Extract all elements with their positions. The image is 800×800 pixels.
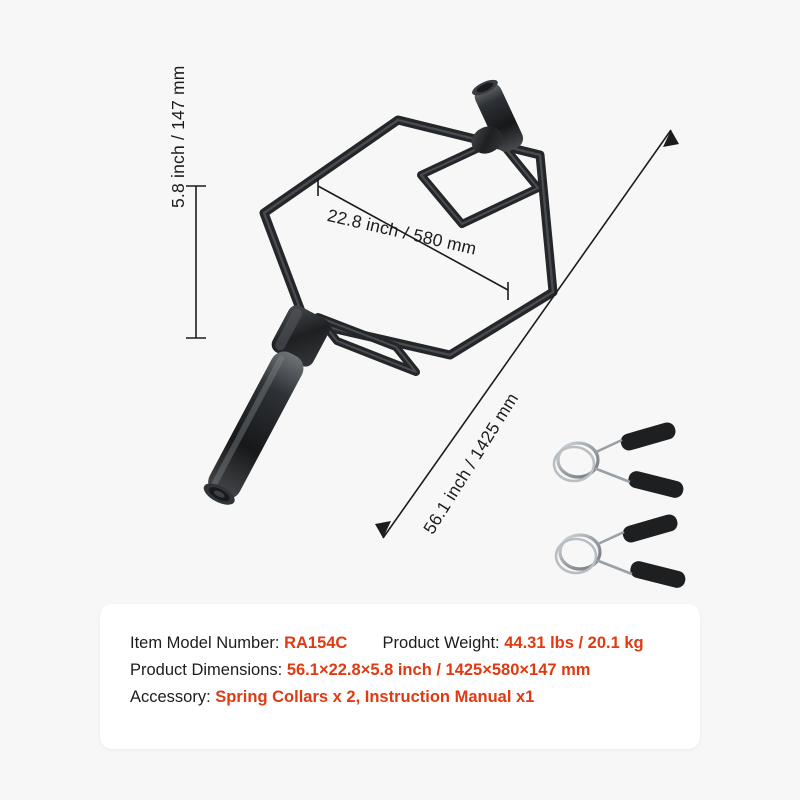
spec-label-model: Item Model Number:	[130, 634, 280, 652]
dimension-label-length: 56.1 inch / 1425 mm	[419, 389, 523, 538]
spring-collar-1	[554, 421, 685, 500]
spec-value-weight: 44.31 lbs / 20.1 kg	[504, 634, 644, 652]
dimension-line-height	[186, 186, 206, 338]
spec-label-accessory: Accessory:	[130, 688, 211, 706]
spec-label-dimensions: Product Dimensions:	[130, 661, 283, 679]
spec-value-accessory: Spring Collars x 2, Instruction Manual x1	[215, 688, 535, 706]
spec-line-model-weight	[130, 630, 682, 657]
spec-value-dimensions: 56.1×22.8×5.8 inch / 1425×580×147 mm	[286, 661, 591, 679]
spec-line-dimensions	[130, 657, 682, 684]
spring-collar-2	[556, 513, 687, 590]
dimension-label-height: 5.8 inch / 147 mm	[168, 65, 188, 208]
dimension-label-width: 22.8 inch / 580 mm	[325, 205, 479, 259]
spec-label-weight: Product Weight:	[382, 634, 500, 652]
specification-card	[100, 604, 700, 749]
spec-value-model: RA154C	[284, 634, 348, 652]
spec-line-accessory	[130, 684, 682, 711]
main-sleeve	[193, 302, 333, 511]
specification-list	[130, 630, 682, 711]
